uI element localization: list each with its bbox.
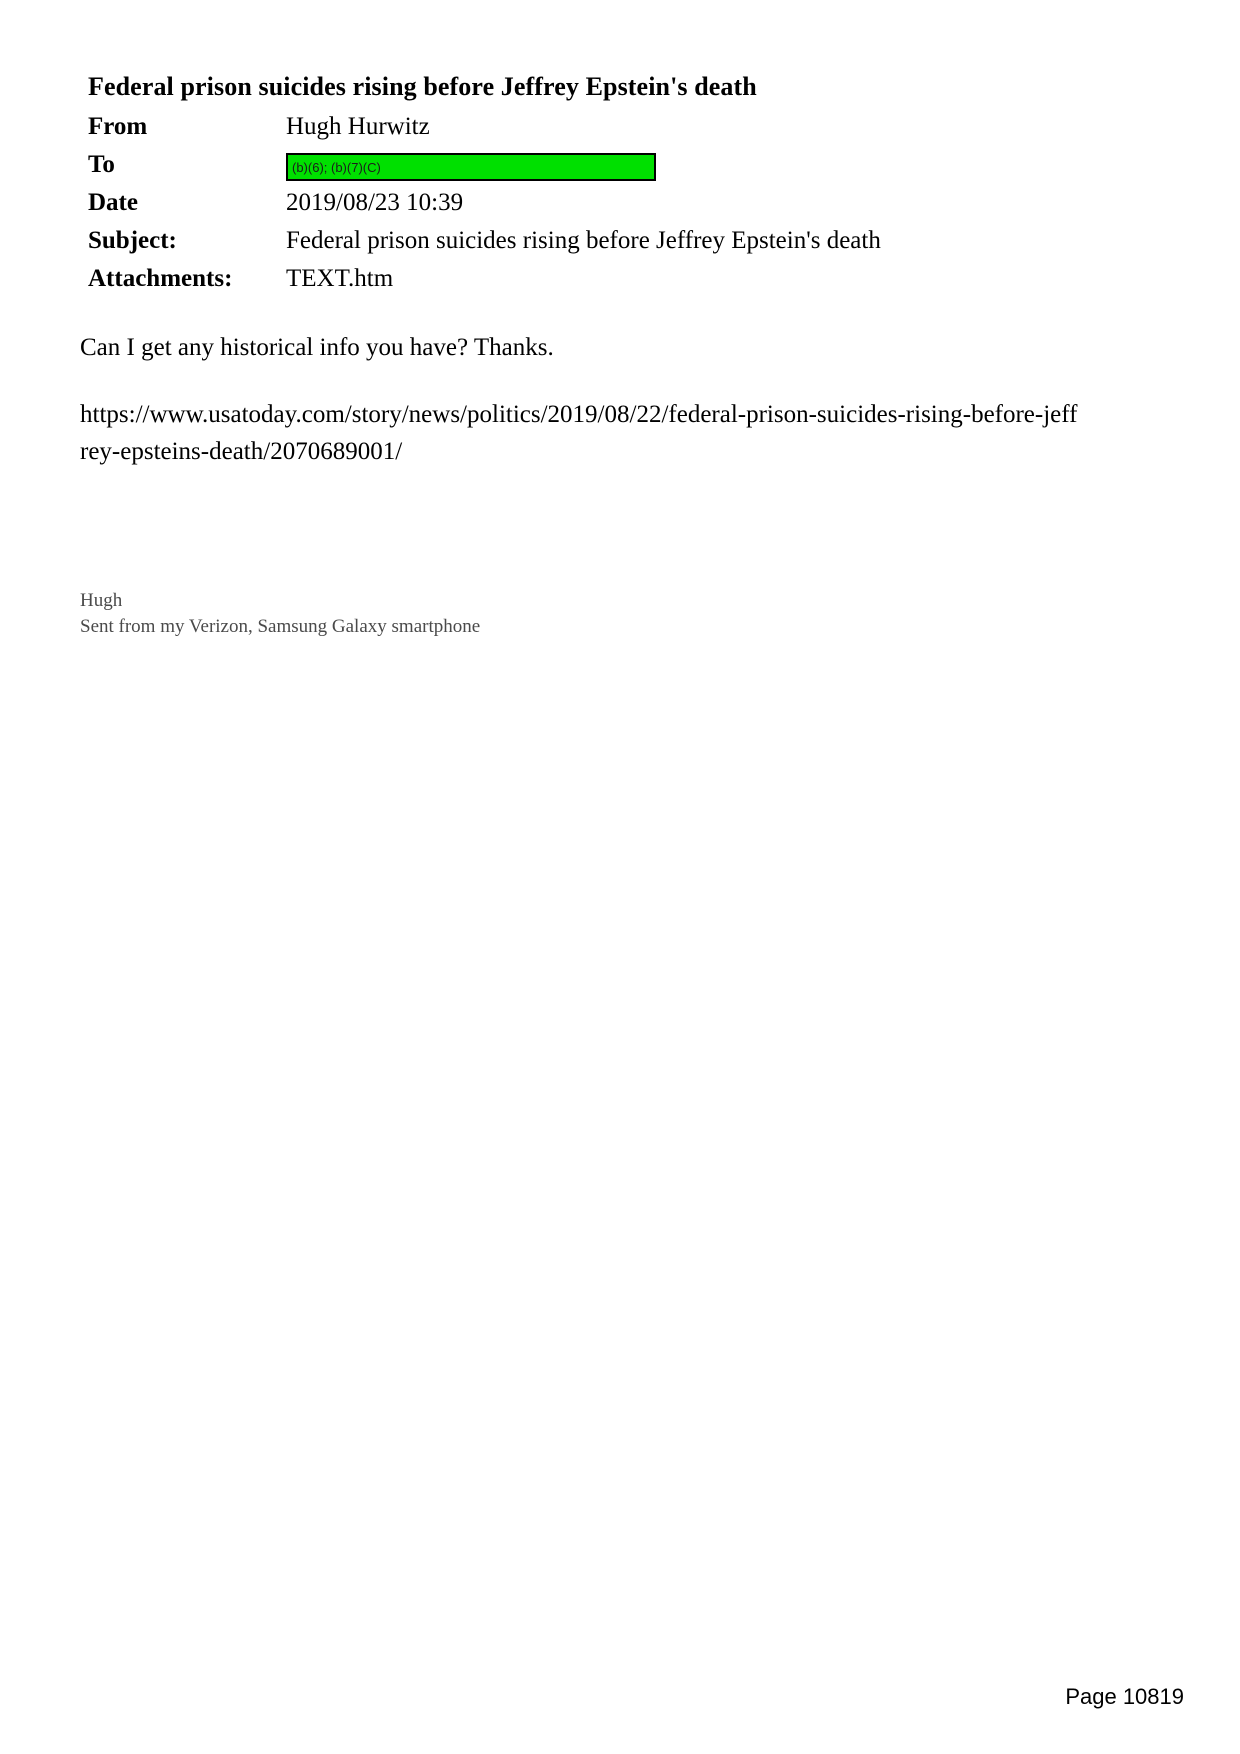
body-question-text: Can I get any historical info you have? Thanks. bbox=[80, 334, 554, 361]
signature-sent-from: Sent from my Verizon, Samsung Galaxy smartphone bbox=[80, 616, 481, 637]
header-row-subject bbox=[88, 222, 1088, 260]
header-value-date: 2019/08/23 10:39 bbox=[286, 189, 464, 216]
header-row-to bbox=[88, 146, 1088, 184]
header-row-attachments bbox=[88, 260, 1088, 298]
header-label-subject: Subject: bbox=[88, 227, 177, 254]
header-label-to: To bbox=[88, 151, 115, 178]
signature-name: Hugh bbox=[80, 590, 123, 611]
header-row-from bbox=[88, 108, 1088, 146]
page-title: Federal prison suicides rising before Jeffrey Epstein's death bbox=[88, 72, 757, 101]
page-number-footer: Page 10819 bbox=[1065, 1684, 1184, 1709]
signature-block bbox=[80, 588, 880, 640]
header-value-to bbox=[286, 146, 1088, 184]
header-value-subject: Federal prison suicides rising before Jeffrey Epstein's death bbox=[286, 227, 881, 254]
email-header-table bbox=[88, 108, 1088, 298]
header-label-attachments: Attachments: bbox=[88, 265, 233, 292]
header-label-from: From bbox=[88, 113, 148, 140]
redaction-box: (b)(6); (b)(7)(C) bbox=[286, 153, 656, 181]
header-value-attachments: TEXT.htm bbox=[286, 265, 394, 292]
body-article-link[interactable]: https://www.usatoday.com/story/news/politics/2019/08/22/federal-prison-suicides-rising-before-jeffrey-epsteins-death/2070689001/ bbox=[80, 401, 1078, 465]
header-row-date bbox=[88, 184, 1088, 222]
header-label-date: Date bbox=[88, 189, 138, 216]
header-value-from: Hugh Hurwitz bbox=[286, 113, 430, 140]
